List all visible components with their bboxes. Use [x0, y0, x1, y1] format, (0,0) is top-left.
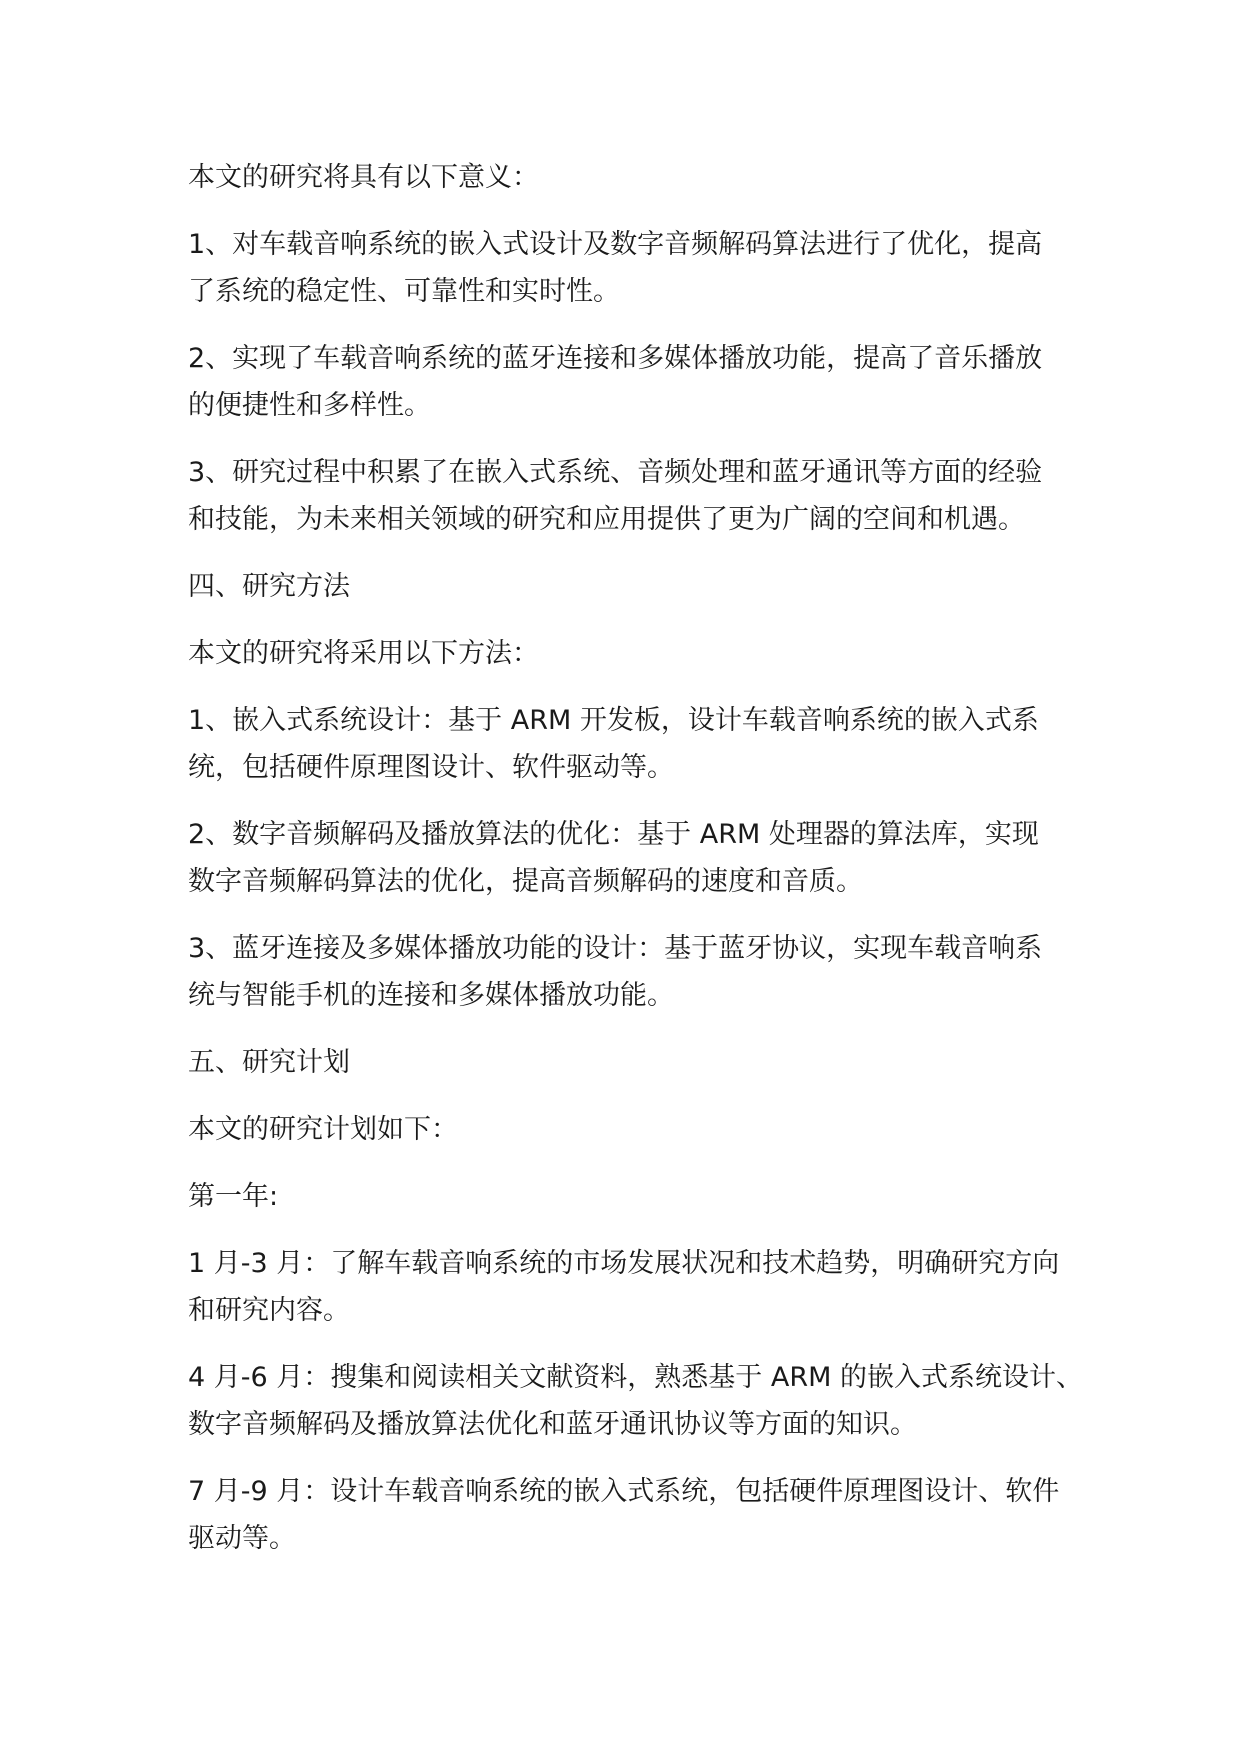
paragraph-method-2	[188, 811, 1068, 905]
text-line: 7 月-9 月：设计车载音响系统的嵌入式系统，包括硬件原理图设计、软件	[188, 1476, 1060, 1507]
paragraph-plan-year-1	[188, 1173, 1068, 1220]
paragraph-significance-3	[188, 449, 1068, 543]
text-line: 驱动等。	[188, 1523, 296, 1554]
text-line: 4 月-6 月：搜集和阅读相关文献资料，熟悉基于 ARM 的嵌入式系统设计、	[188, 1362, 1083, 1393]
paragraph-plan-intro	[188, 1106, 1068, 1153]
text-line: 第一年:	[188, 1181, 279, 1212]
text-line: 数字音频解码算法的优化，提高音频解码的速度和音质。	[188, 866, 863, 897]
paragraph-method-1	[188, 697, 1068, 791]
paragraph-plan-months-4-6	[188, 1354, 1083, 1448]
section-heading-plan	[188, 1039, 1068, 1086]
text-line: 和技能，为未来相关领域的研究和应用提供了更为广阔的空间和机遇。	[188, 504, 1025, 535]
paragraph-significance-intro	[188, 154, 1068, 201]
text-line: 2、实现了车载音响系统的蓝牙连接和多媒体播放功能，提高了音乐播放	[188, 343, 1043, 374]
section-heading-methods	[188, 563, 1068, 610]
text-line: 本文的研究将具有以下意义：	[188, 162, 539, 193]
paragraph-methods-intro	[188, 630, 1068, 677]
text-line: 和研究内容。	[188, 1295, 350, 1326]
heading-text: 五、研究计划	[188, 1047, 350, 1078]
text-line: 1、对车载音响系统的嵌入式设计及数字音频解码算法进行了优化，提高	[188, 229, 1043, 260]
paragraph-plan-months-7-9	[188, 1468, 1068, 1562]
text-line: 3、研究过程中积累了在嵌入式系统、音频处理和蓝牙通讯等方面的经验	[188, 457, 1043, 488]
text-line: 统与智能手机的连接和多媒体播放功能。	[188, 980, 674, 1011]
heading-text: 四、研究方法	[188, 571, 350, 602]
text-line: 本文的研究计划如下：	[188, 1114, 458, 1145]
text-line: 数字音频解码及播放算法优化和蓝牙通讯协议等方面的知识。	[188, 1409, 917, 1440]
document-body	[188, 154, 1083, 1582]
text-line: 1 月-3 月：了解车载音响系统的市场发展状况和技术趋势，明确研究方向	[188, 1248, 1060, 1279]
paragraph-method-3	[188, 925, 1068, 1019]
text-line: 2、数字音频解码及播放算法的优化：基于 ARM 处理器的算法库，实现	[188, 819, 1039, 850]
paragraph-plan-months-1-3	[188, 1240, 1068, 1334]
text-line: 了系统的稳定性、可靠性和实时性。	[188, 276, 620, 307]
text-line: 1、嵌入式系统设计：基于 ARM 开发板，设计车载音响系统的嵌入式系	[188, 705, 1039, 736]
text-line: 的便捷性和多样性。	[188, 390, 431, 421]
text-line: 本文的研究将采用以下方法：	[188, 638, 539, 669]
paragraph-significance-2	[188, 335, 1068, 429]
text-line: 统，包括硬件原理图设计、软件驱动等。	[188, 752, 674, 783]
paragraph-significance-1	[188, 221, 1068, 315]
text-line: 3、蓝牙连接及多媒体播放功能的设计：基于蓝牙协议，实现车载音响系	[188, 933, 1043, 964]
